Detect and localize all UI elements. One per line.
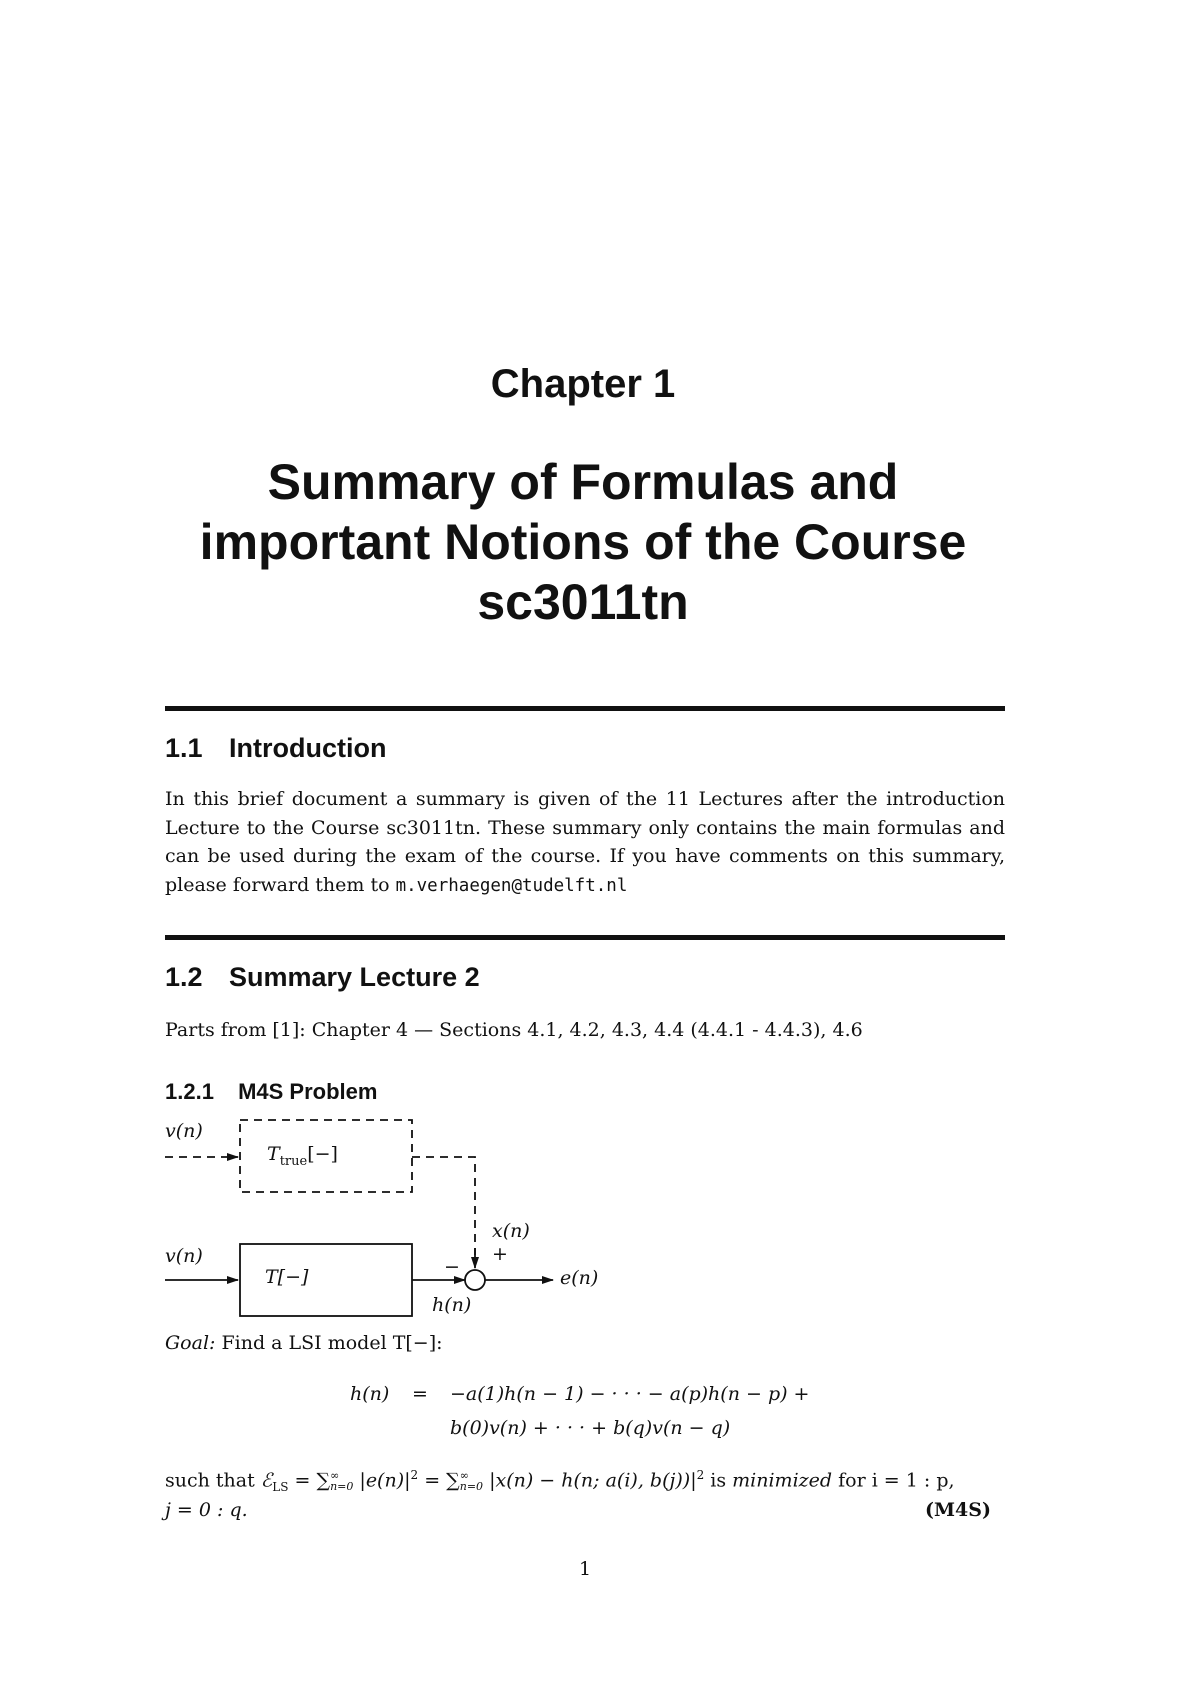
sum-upper: ∞ xyxy=(459,1469,469,1483)
chapter-label: Chapter 1 xyxy=(490,362,676,406)
parts-reference: Parts from [1]: Chapter 4 — Sections 4.1, 4.2, 4.3, 4.4 (4.4.1 - 4.4.3), 4.6 xyxy=(165,1019,863,1041)
criterion-line-2: j = 0 : q. xyxy=(165,1499,248,1521)
criterion-text: is xyxy=(704,1469,733,1492)
criterion-exponent: 2 xyxy=(696,1468,705,1482)
equation-line-2: b(0)v(n) + · · · + b(q)v(n − q) xyxy=(450,1417,731,1439)
sum-limits xyxy=(460,1470,483,1492)
sum-lower: n=0 xyxy=(459,1480,484,1494)
criterion-text: for i = 1 : p, xyxy=(832,1469,955,1492)
criterion-text: |e(n)| xyxy=(353,1469,411,1492)
equation-tag: (M4S) xyxy=(925,1499,991,1521)
input-v-top-label: v(n) xyxy=(165,1120,203,1142)
section-number: 1.2 xyxy=(165,962,203,992)
title-line-1: Summary of Formulas and xyxy=(267,454,899,510)
title-line-2: important Notions of the Course xyxy=(199,514,967,570)
e-signal-label: e(n) xyxy=(560,1267,599,1289)
sum-lower: n=0 xyxy=(330,1480,354,1494)
criterion-emphasis: minimized xyxy=(732,1469,833,1492)
true-system-symbol: T xyxy=(267,1143,280,1165)
equation-line-1: −a(1)h(n − 1) − · · · − a(p)h(n − p) + xyxy=(450,1383,810,1405)
criterion-text: = ∑ xyxy=(418,1469,460,1492)
criterion-exponent: 2 xyxy=(410,1468,419,1482)
goal-statement xyxy=(165,1332,443,1354)
criterion-text: such that xyxy=(165,1469,261,1492)
criterion-symbol: ℰ xyxy=(260,1469,273,1492)
true-system-subscript: true xyxy=(279,1154,308,1169)
criterion-text: = ∑ xyxy=(288,1469,331,1492)
page-number: 1 xyxy=(578,1558,592,1580)
summing-junction xyxy=(465,1270,485,1290)
minus-sign: − xyxy=(444,1256,460,1278)
sum-upper: ∞ xyxy=(330,1469,340,1483)
section-number: 1.1 xyxy=(165,733,203,763)
criterion-text: |x(n) − h(n; a(i), b(j))| xyxy=(483,1469,697,1492)
title-line-3: sc3011tn xyxy=(477,574,689,630)
x-signal-label: x(n) xyxy=(492,1220,530,1242)
h-signal-label: h(n) xyxy=(432,1294,472,1316)
criterion-subscript: LS xyxy=(272,1480,289,1495)
input-v-bottom-label: v(n) xyxy=(165,1245,203,1267)
contact-email[interactable]: m.verhaegen@tudelft.nl xyxy=(395,875,628,896)
equation-lhs: h(n) xyxy=(350,1383,390,1405)
intro-text: In this brief document a summary is given of the 11 Lectures after the introduction Lecture to the Course sc3011tn. These summary only contains the main formulas and can be used during the exam of the course. If you have comments on this summary, please forward them to xyxy=(165,788,1005,896)
section-title: Summary Lecture 2 xyxy=(229,962,480,992)
true-system-output-line xyxy=(412,1157,475,1255)
subsection-number: 1.2.1 xyxy=(165,1079,214,1104)
goal-prefix: Goal: xyxy=(165,1332,216,1354)
true-system-label xyxy=(267,1143,338,1169)
plus-sign: + xyxy=(492,1243,508,1265)
model-block-label: T[−] xyxy=(265,1266,309,1288)
true-system-argument: [−] xyxy=(307,1143,338,1165)
subsection-title: M4S Problem xyxy=(238,1079,378,1104)
section-title: Introduction xyxy=(229,733,387,763)
goal-text: Find a LSI model T[−]: xyxy=(215,1332,443,1354)
ls-criterion xyxy=(165,1468,1005,1494)
equation-equals: = xyxy=(412,1383,428,1405)
sum-limits xyxy=(330,1470,353,1492)
